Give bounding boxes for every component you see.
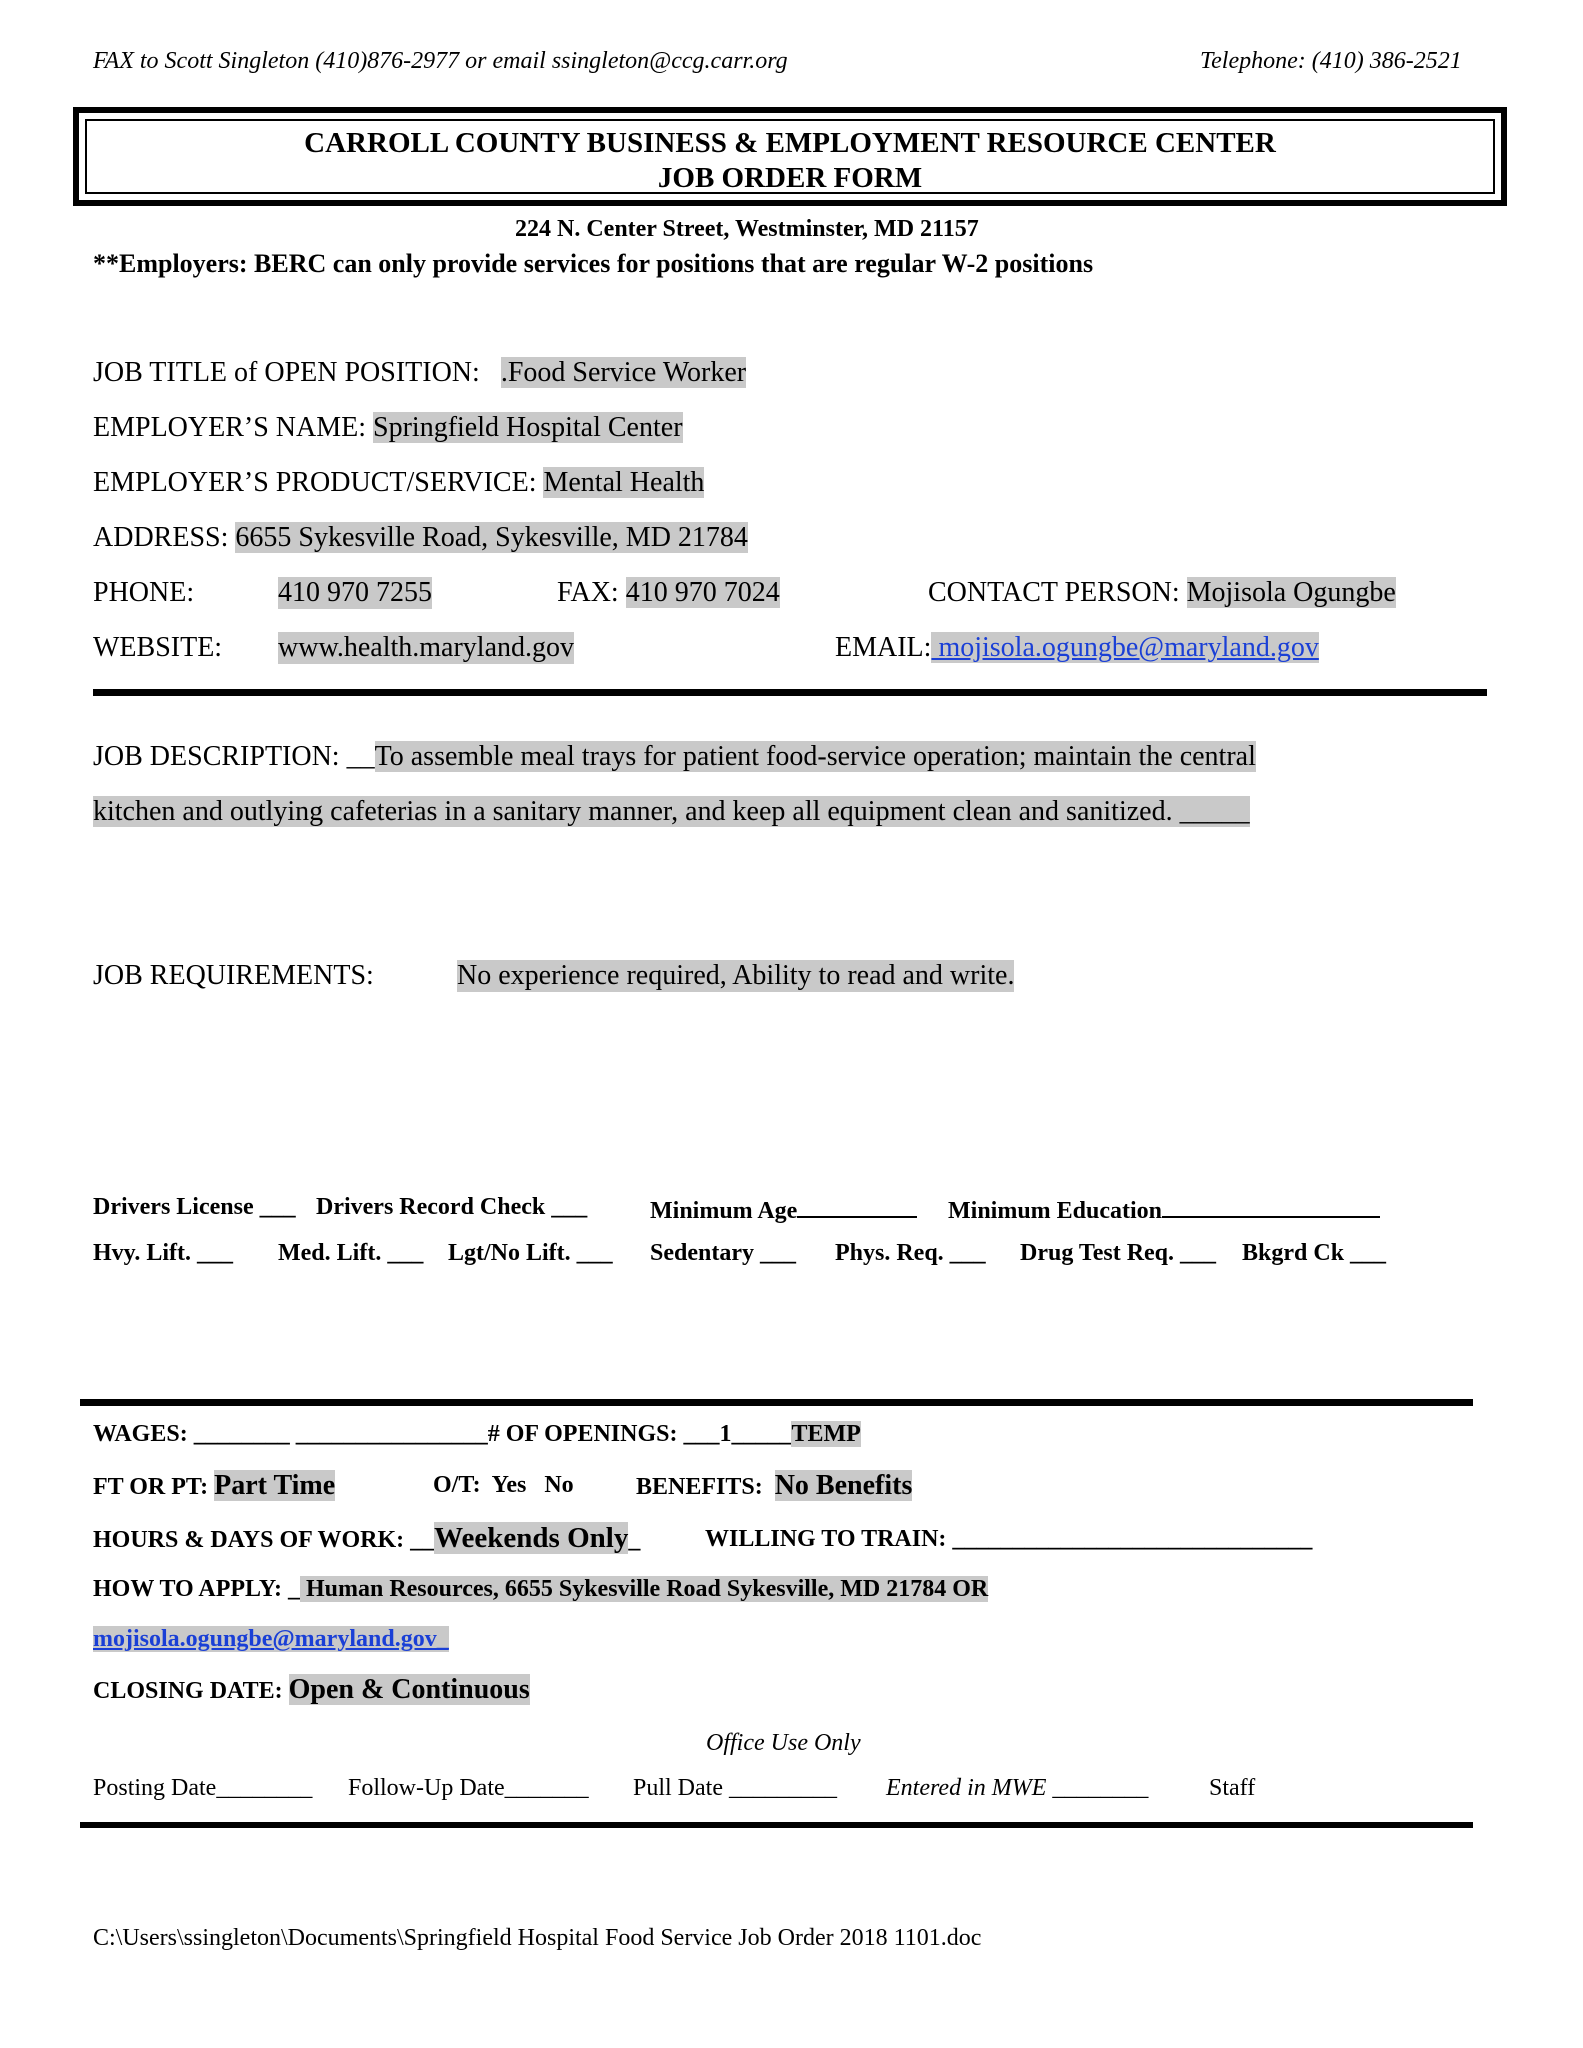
medium-lift: Med. Lift. ___: [278, 1240, 424, 1266]
email-label: EMAIL:: [835, 632, 932, 663]
website-value: www.health.maryland.gov: [278, 632, 574, 663]
fax-instruction: FAX to Scott Singleton (410)876-2977 or email ssingleton@ccg.carr.org: [93, 48, 788, 74]
employer-address-label: ADDRESS:: [93, 522, 229, 553]
drivers-record-check: Drivers Record Check ___: [316, 1194, 588, 1220]
employer-name-row: [93, 412, 683, 444]
overtime-options: O/T: Yes No: [433, 1472, 574, 1498]
minimum-education-blank: [1162, 1194, 1380, 1218]
entered-mwe-label: Entered in MWE: [886, 1775, 1047, 1801]
employer-product-row: [93, 467, 704, 499]
fax-value: 410 970 7024: [625, 577, 780, 608]
hours-label: HOURS & DAYS OF WORK: __: [93, 1527, 435, 1553]
center-address: 224 N. Center Street, Westminster, MD 21157: [515, 216, 979, 242]
minimum-age: [650, 1194, 917, 1225]
closing-row: [93, 1674, 530, 1706]
office-use-title: Office Use Only: [706, 1730, 861, 1756]
minimum-age-blank: [797, 1194, 917, 1218]
section-divider-2: [80, 1399, 1473, 1406]
sedentary: Sedentary ___: [650, 1240, 796, 1266]
closing-label: CLOSING DATE:: [93, 1678, 283, 1704]
job-requirements-value: No experience required, Ability to read and write.: [457, 960, 1015, 991]
ftpt-label: FT OR PT:: [93, 1474, 209, 1500]
contact-row: [928, 577, 1396, 609]
fax-label: FAX:: [557, 577, 619, 608]
phone-value: 410 970 7255: [278, 577, 432, 608]
staff-label: Staff: [1209, 1775, 1256, 1801]
closing-value: Open & Continuous: [288, 1674, 530, 1705]
job-title-label: JOB TITLE of OPEN POSITION:: [93, 357, 480, 388]
heavy-lift: Hvy. Lift. ___: [93, 1240, 234, 1266]
phone-label: PHONE:: [93, 577, 195, 608]
apply-email-link[interactable]: mojisola.ogungbe@maryland.gov_: [93, 1626, 449, 1652]
employer-product-value: Mental Health: [543, 467, 705, 498]
apply-value: Human Resources, 6655 Sykesville Road Sykesville, MD 21784 OR: [299, 1576, 989, 1602]
job-description-row: [93, 741, 1256, 773]
entered-mwe: [886, 1775, 1148, 1802]
willing-to-train: WILLING TO TRAIN: ______________________________: [705, 1526, 1313, 1552]
benefits-label: BENEFITS:: [636, 1474, 763, 1500]
drivers-license: Drivers License ___: [93, 1194, 296, 1220]
drug-test: Drug Test Req. ___: [1020, 1240, 1217, 1266]
apply-row: [93, 1576, 988, 1603]
employer-name-label: EMPLOYER’S NAME:: [93, 412, 367, 443]
job-title-row: [93, 357, 746, 389]
wages-row: [93, 1421, 861, 1448]
wages-label: WAGES: ________ ________________: [93, 1421, 488, 1447]
job-requirements-label: JOB REQUIREMENTS:: [93, 960, 374, 991]
employer-address-value: 6655 Sykesville Road, Sykesville, MD 21784: [235, 522, 748, 553]
minimum-age-label: Minimum Age: [650, 1198, 798, 1224]
entered-mwe-blank: ________: [1046, 1775, 1149, 1801]
fax-row: [557, 577, 780, 609]
job-description-line2: kitchen and outlying cafeterias in a sanitary manner, and keep all equipment clean and sanitized. _____: [93, 796, 1250, 827]
hours-suffix: _: [628, 1527, 641, 1553]
job-title-value: .Food Service Worker: [500, 357, 747, 388]
footer-file-path: C:\Users\ssingleton\Documents\Springfield Hospital Food Service Job Order 2018 1101.doc: [93, 1925, 982, 1951]
light-lift: Lgt/No Lift. ___: [448, 1240, 613, 1266]
website-label: WEBSITE:: [93, 632, 223, 663]
ftpt-row: [93, 1470, 335, 1502]
job-description-line1: To assemble meal trays for patient food-service operation; maintain the central: [374, 741, 1256, 772]
contact-label: CONTACT PERSON:: [928, 577, 1180, 608]
pull-date: Pull Date _________: [633, 1775, 837, 1801]
telephone-line: Telephone: (410) 386-2521: [1200, 48, 1462, 74]
employer-product-label: EMPLOYER’S PRODUCT/SERVICE:: [93, 467, 537, 498]
minimum-education-label: Minimum Education: [948, 1198, 1163, 1224]
email-row: [835, 632, 1319, 664]
hours-row: [93, 1522, 640, 1555]
openings-temp: TEMP: [791, 1421, 861, 1447]
employers-note: **Employers: BERC can only provide services for positions that are regular W-2 positions: [93, 249, 1094, 278]
physical-requirements: Phys. Req. ___: [835, 1240, 986, 1266]
hours-value: Weekends Only: [434, 1522, 629, 1554]
form-title-line1: CARROLL COUNTY BUSINESS & EMPLOYMENT RESOURCE CENTER: [304, 127, 1276, 159]
section-divider-3: [80, 1822, 1473, 1828]
benefits-value: No Benefits: [774, 1470, 913, 1501]
apply-email-wrap: [93, 1626, 449, 1653]
section-divider-1: [93, 689, 1487, 696]
form-title-line2: JOB ORDER FORM: [657, 162, 923, 194]
openings-label: # OF OPENINGS: ___1_____: [487, 1421, 792, 1447]
email-link[interactable]: mojisola.ogungbe@maryland.gov: [931, 632, 1319, 663]
followup-date: Follow-Up Date_______: [348, 1775, 589, 1801]
job-description-label: JOB DESCRIPTION: __: [93, 741, 375, 772]
apply-label: HOW TO APPLY: _: [93, 1576, 300, 1602]
minimum-education: [948, 1194, 1380, 1225]
contact-value: Mojisola Ogungbe: [1186, 577, 1396, 608]
employer-address-row: [93, 522, 748, 554]
background-check: Bkgrd Ck ___: [1242, 1240, 1387, 1266]
employer-name-value: Springfield Hospital Center: [373, 412, 683, 443]
ftpt-value: Part Time: [214, 1470, 336, 1501]
posting-date: Posting Date________: [93, 1775, 313, 1801]
benefits-row: [636, 1470, 912, 1502]
job-description-line2-wrap: [93, 796, 1250, 828]
title-box: [73, 107, 1507, 206]
